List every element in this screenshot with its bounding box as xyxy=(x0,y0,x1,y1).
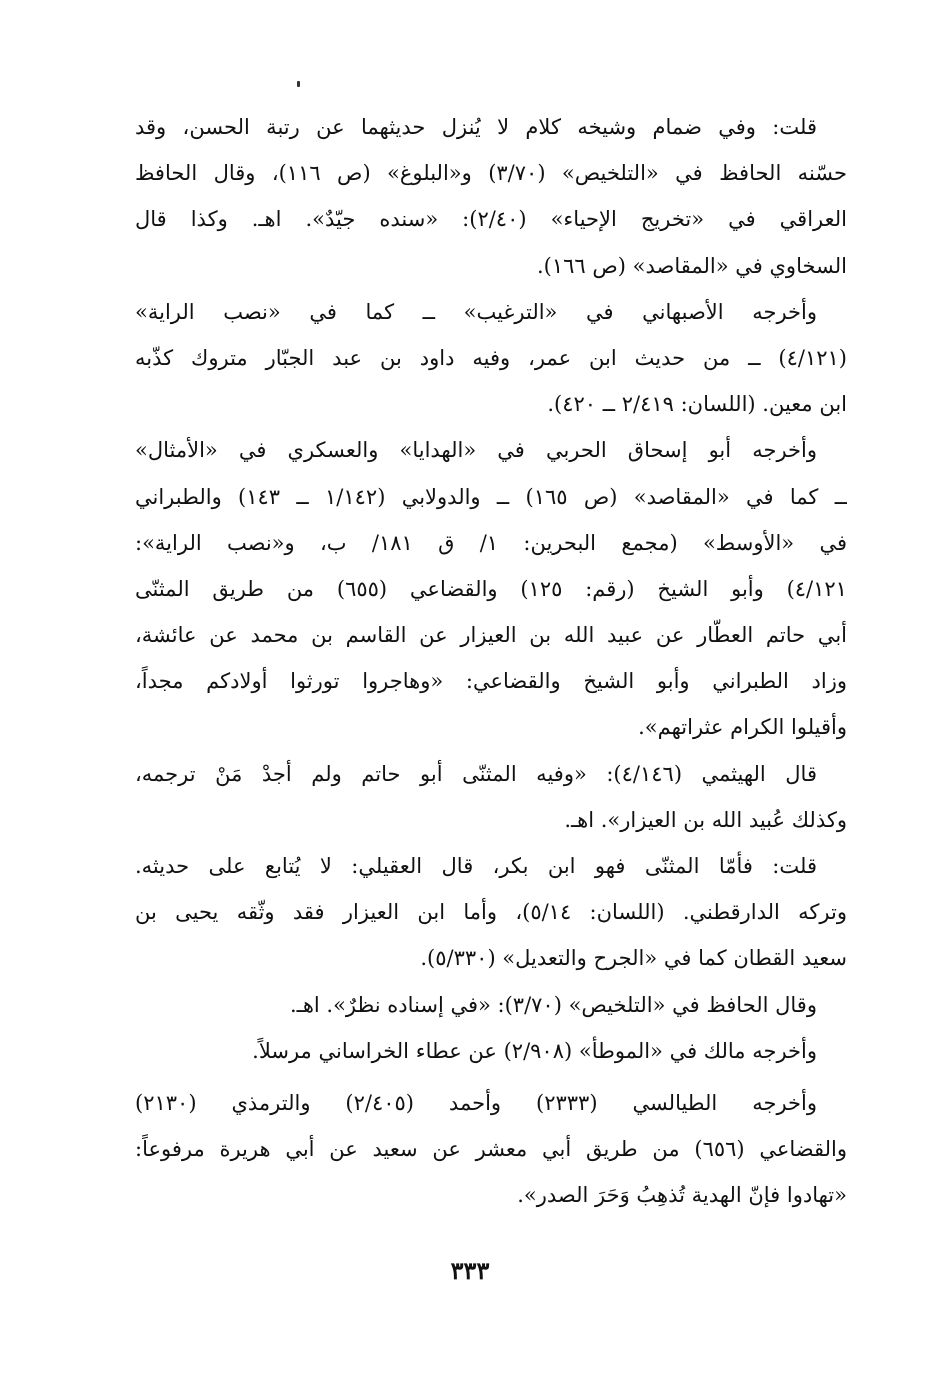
text-line: وأخرجه الأصبهاني في «الترغيب» ــ كما في «نصب الراية» xyxy=(135,299,817,324)
text-line: ٤/١٢١) وأبو الشيخ (رقم: ١٢٥) والقضاعي (٦٥٥) من طريق المثنّى xyxy=(135,576,847,601)
text-line: والقضاعي (٦٥٦) من طريق أبي معشر عن سعيد عن أبي هريرة مرفوعاً: xyxy=(135,1137,847,1162)
text-line: سعيد القطان كما في «الجرح والتعديل» (٥/٣٣٠). xyxy=(420,946,847,971)
text-line: «تهادوا فإنّ الهدية تُذهِبُ وَحَرَ الصدر». xyxy=(517,1183,847,1208)
text-line: قال الهيثمي (٤/١٤٦): «وفيه المثنّى أبو حاتم ولم أجدْ مَنْ ترجمه، xyxy=(135,761,817,786)
text-line: ــ كما في «المقاصد» (ص ١٦٥) ــ والدولابي (١/١٤٢ ــ ١٤٣) والطبراني xyxy=(135,484,847,509)
text-line: وأخرجه مالك في «الموطأ» (٢/٩٠٨) عن عطاء الخراساني مرسلاً. xyxy=(252,1038,817,1063)
text-line: وقال الحافظ في «التلخيص» (٣/٧٠): «في إسناده نظرٌ». اهـ. xyxy=(290,992,817,1017)
text-line: قلت: فأمّا المثنّى فهو ابن بكر، قال العقيلي: لا يُتابع على حديثه. xyxy=(135,854,817,878)
text-line: وكذلك عُبيد الله بن العيزار». اهـ. xyxy=(564,807,847,832)
text-line: ابن معين. (اللسان: ٢/٤١٩ ــ ٤٢٠). xyxy=(547,392,847,417)
text-line: وأخرجه الطيالسي (٢٣٣٣) وأحمد (٢/٤٠٥) والترمذي (٢١٣٠) xyxy=(135,1090,817,1115)
page-number: ٣٣٣ xyxy=(450,1256,490,1285)
text-line: (٤/١٢١) ــ من حديث ابن عمر، وفيه داود بن عبد الجبّار متروك كذّبه xyxy=(135,345,847,370)
text-line: العراقي في «تخريج الإحياء» (٢/٤٠): «سنده جيّدٌ». اهـ. وكذا قال xyxy=(135,207,847,232)
page-mark xyxy=(297,81,300,87)
text-line: السخاوي في «المقاصد» (ص ١٦٦). xyxy=(537,253,847,278)
text-line: وأخرجه أبو إسحاق الحربي في «الهدايا» والعسكري في «الأمثال» xyxy=(135,438,817,463)
text-line: أبي حاتم العطّار عن عبيد الله بن العيزار عن القاسم بن محمد عن عائشة، xyxy=(135,623,847,648)
text-line: في «الأوسط» (مجمع البحرين: ١/ ق ١٨١/ ب، و«نصب الراية»: xyxy=(135,530,847,555)
page-body xyxy=(135,104,847,1219)
text-line: حسّنه الحافظ في «التلخيص» (٣/٧٠) و«البلوغ» (ص ١١٦)، وقال الحافظ xyxy=(135,161,847,186)
text-line: قلت: وفي ضمام وشيخه كلام لا يُنزل حديثهما عن رتبة الحسن، وقد xyxy=(135,115,817,139)
text-line: وزاد الطبراني وأبو الشيخ والقضاعي: «وهاجروا تورثوا أولادكم مجداً، xyxy=(135,669,847,694)
text-line: وأقيلوا الكرام عثراتهم». xyxy=(638,715,847,740)
text-line: وتركه الدارقطني. (اللسان: ٥/١٤)، وأما ابن العيزار فقد وثّقه يحيى بن xyxy=(135,900,847,925)
